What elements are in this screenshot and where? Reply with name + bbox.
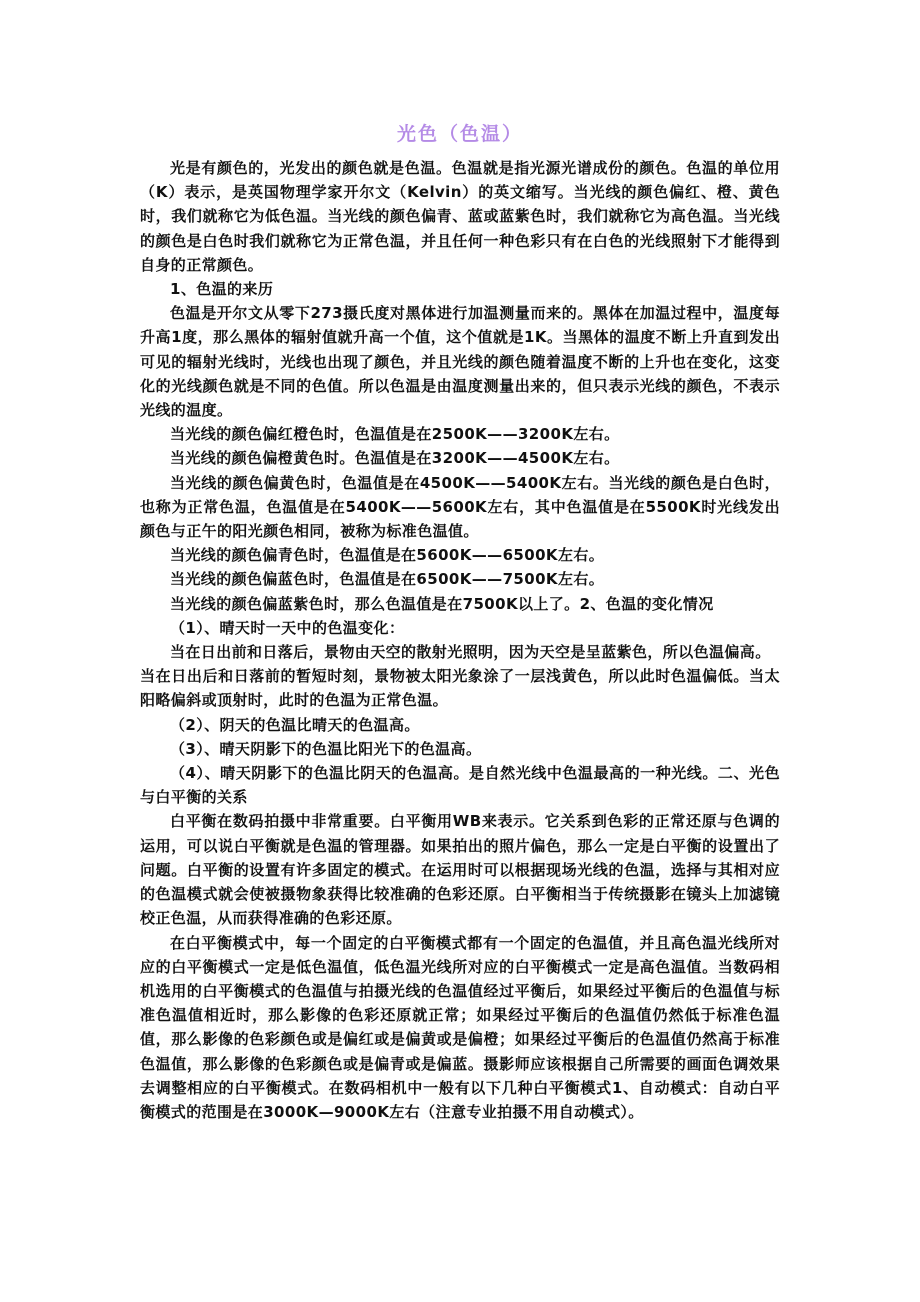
item-overcast: （2）、阴天的色温比晴天的色温高。 [170, 715, 420, 734]
section-heading-origin: 1、色温的来历 [170, 280, 274, 299]
paragraph-blue: 当光线的颜色偏蓝色时，色温值是在6500K——7500K左右。 [170, 570, 605, 589]
paragraph-after-sunrise: 当在日出后和日落前的暂短时刻，景物被太阳光象涂了一层浅黄色，所以此时色温偏低。当太阳略偏斜或顶射时，此时的色温为正常色温。 [140, 667, 780, 710]
paragraph-intro: 光是有颜色的，光发出的颜色就是色温。色温就是指光源光谱成份的颜色。色温的单位用（K）表示，是英国物理学家开尔文（Kelvin）的英文缩写。当光线的颜色偏红、橙、黄色时，我们就称它为低色温。当光线的颜色偏青、蓝或蓝紫色时，我们就称它为高色温。当光线的颜色是白色时我们就称它为正常色温，并且任何一种色彩只有在白色的光线照射下才能得到自身的正常颜色。 [140, 159, 780, 274]
paragraph-orange-yellow: 当光线的颜色偏橙黄色时。色温值是在3200K——4500K左右。 [170, 449, 620, 468]
paragraph-origin: 色温是开尔文从零下273摄氏度对黑体进行加温测量而来的。黑体在加温过程中，温度每升高1度，那么黑体的辐射值就升高一个值，这个值就是1K。当黑体的温度不断上升直到发出可见的辐射光线时，光线也出现了颜色，并且光线的颜色随着温度不断的上升也在变化，这变化的光线颜色就是不同的色值。所以色温是由温度测量出来的，但只表示光线的颜色，不表示光线的温度。 [140, 304, 780, 420]
item-shade-vs-sun: （3）、晴天阴影下的色温比阳光下的色温高。 [170, 739, 482, 758]
paragraph-white-balance: 白平衡在数码拍摄中非常重要。白平衡用WB来表示。它关系到色彩的正常还原与色调的运用，可以说白平衡就是色温的管理器。如果拍出的照片偏色，那么一定是白平衡的设置出了问题。白平衡的设置有许多固定的模式。在运用时可以根据现场光线的色温，选择与其相对应的色温模式就会使被摄物象获得比较准确的色彩还原。白平衡相当于传统摄影在镜头上加滤镜校正色温，从而获得准确的色彩还原。 [140, 812, 780, 928]
paragraph-cyan: 当光线的颜色偏青色时，色温值是在5600K——6500K左右。 [170, 546, 605, 565]
item-shade-vs-overcast: （4）、晴天阴影下的色温比阴天的色温高。是自然光线中色温最高的一种光线。二、光色与白平衡的关系 [140, 764, 780, 807]
document-body [140, 156, 780, 1124]
paragraph-blue-violet: 当光线的颜色偏蓝紫色时，那么色温值是在7500K以上了。2、色温的变化情况 [170, 594, 714, 613]
paragraph-wb-modes: 在白平衡模式中，每一个固定的白平衡模式都有一个固定的色温值，并且高色温光线所对应的白平衡模式一定是低色温值，低色温光线所对应的白平衡模式一定是高色温值。当数码相机选用的白平衡模式的色温值与拍摄光线的色温值经过平衡后，如果经过平衡后的色温值与标准色温值相近时，那么影像的色彩还原就正常；如果经过平衡后的色温值仍然低于标准色温值，那么影像的色彩颜色或是偏红或是偏黄或是偏橙；如果经过平衡后的色温值仍然高于标准色温值，那么影像的色彩颜色或是偏青或是偏蓝。摄影师应该根据自己所需要的画面色调效果去调整相应的白平衡模式。在数码相机中一般有以下几种白平衡模式1、自动模式：自动白平衡模式的范围是在3000K—9000K左右（注意专业拍摄不用自动模式）。 [140, 933, 780, 1121]
paragraph-red-orange: 当光线的颜色偏红橙色时，色温值是在2500K——3200K左右。 [170, 425, 620, 444]
paragraph-before-sunrise: 当在日出前和日落后，景物由天空的散射光照明，因为天空是呈蓝紫色，所以色温偏高。 [170, 643, 771, 662]
subheading-sunny-day: （1）、晴天时一天中的色温变化： [170, 618, 405, 637]
paragraph-yellow-white: 当光线的颜色偏黄色时，色温值是在4500K——5400K左右。当光线的颜色是白色时，也称为正常色温，色温值是在5400K——5600K左右，其中色温值是在5500K时光线发出颜色与正午的阳光颜色相同，被称为标准色温值。 [140, 473, 780, 541]
page-title: 光色（色温） [396, 123, 523, 145]
